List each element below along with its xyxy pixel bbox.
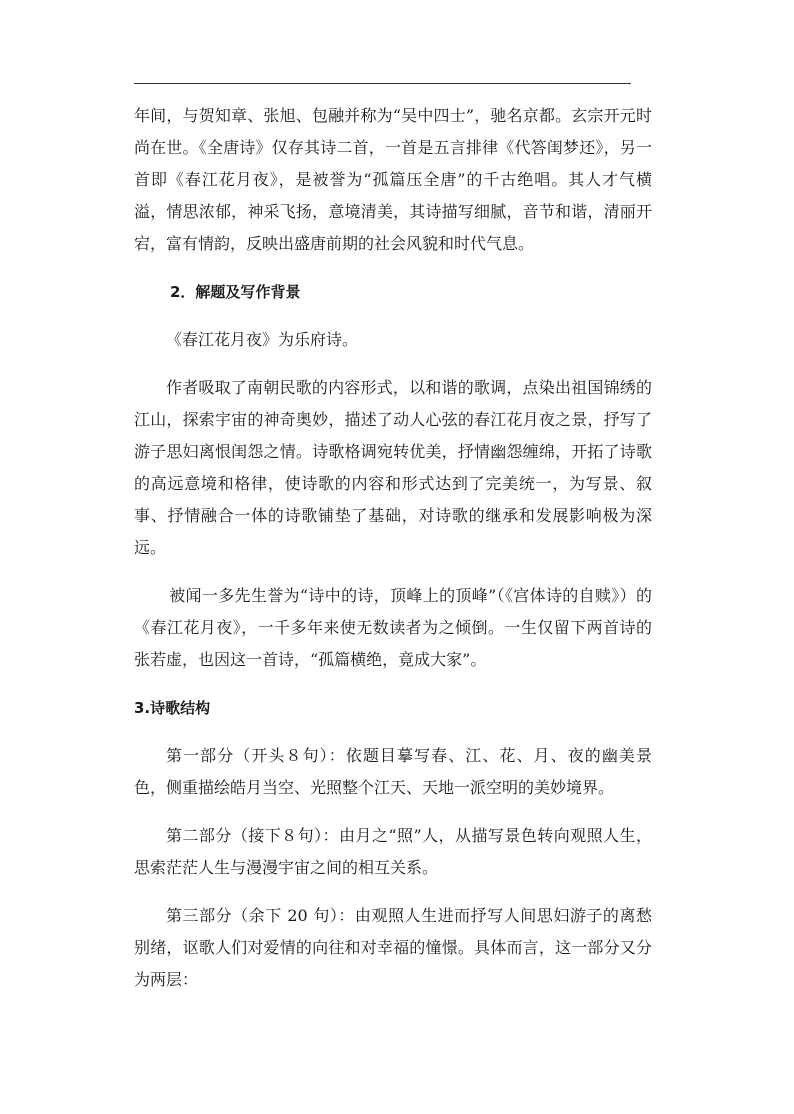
- paragraph-part-two: 第二部分（接下８句）：由月之“照”人，从描写景色转向观照人生，思索茫茫人生与漫漫宇宙之间的相互关系。: [134, 826, 652, 877]
- paragraph-part-one: 第一部分（开头８句）：依题目摹写春、江、花、月、夜的幽美景色，侧重描绘皓月当空、光照整个江天、天地一派空明的美妙境界。: [134, 746, 652, 797]
- header-rule: [134, 83, 631, 84]
- section-heading-background: 2．解题及写作背景: [170, 283, 301, 301]
- paragraph-author-bio: 年间，与贺知章、张旭、包融并称为“吴中四士”，驰名京都。玄宗开元时尚在世。《全唐诗》仅存其诗二首，一首是五言排律《代答闺梦还》，另一首即《春江花月夜》，是被誉为“孤篇压全唐”的千古绝唱。其人才气横溢，情思浓郁，神采飞扬，意境清美，其诗描写细腻，音节和谐，清丽开宕，富有情韵，反映出盛唐前期的社会风貌和时代气息。: [134, 106, 652, 253]
- paragraph-praise: 被闻一多先生誉为“诗中的诗，顶峰上的顶峰”（《宫体诗的自赎》）的《春江花月夜》，一千多年来使无数读者为之倾倒。一生仅留下两首诗的张若虚，也因这一首诗，“孤篇横绝，竟成大家”。: [134, 586, 652, 669]
- section-heading-structure: 3.诗歌结构: [134, 699, 211, 717]
- paragraph-style: 作者吸取了南朝民歌的内容形式，以和谐的歌调，点染出祖国锦绣的江山，探索宇宙的神奇奥妙，描述了动人心弦的春江花月夜之景，抒写了游子思妇离恨闺怨之情。诗歌格调宛转优美，抒情幽怨缠绵，开拓了诗歌的高远意境和格律，使诗歌的内容和形式达到了完美统一，为写景、叙事、抒情融合一体的诗歌铺垫了基础，对诗歌的继承和发展影响极为深远。: [134, 378, 652, 557]
- paragraph-part-three: 第三部分（余下 20 句）：由观照人生进而抒写人间思妇游子的离愁别绪，讴歌人们对爱情的向往和对幸福的憧憬。具体而言，这一部分又分为两层：: [134, 906, 652, 989]
- paragraph-genre: 《春江花月夜》为乐府诗。: [166, 330, 359, 349]
- document-body: [134, 100, 652, 996]
